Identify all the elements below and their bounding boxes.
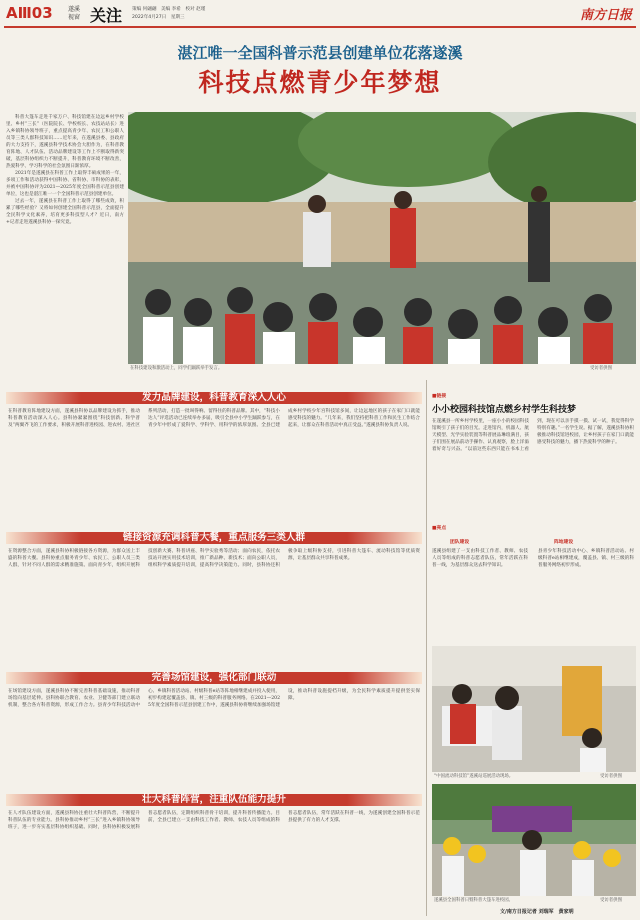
section-heading <box>6 532 422 544</box>
editor-line: 策编 何翩翩 美编 李希 校对 赵瑾 <box>132 7 206 12</box>
date-line: 2022年4月27日 星期三 <box>132 15 185 20</box>
side-photo-1-caption: “中国流动科技馆”遂溪站巡展活动现场。 <box>434 774 514 779</box>
section-heading <box>6 672 422 684</box>
column-divider <box>426 380 427 916</box>
side-photo-1-credit: 受访者供图 <box>600 774 622 779</box>
highlight-text: 县青少年科技活动中心、乡镇科普活动站、村级科普e站相继建成，覆盖县、镇、村三级的科普服务网络初步形成。 <box>538 549 634 568</box>
section-heading-text: 壮大科普阵营，注重队伍能力提升 <box>142 794 286 805</box>
section-body: 在资源整合方面，遂溪县科协积极链接各方资源，为群众送上丰盛的科普大餐。县科协重点服务青少年、农民工、公职人员三类人群，针对不同人群的需求精准施策。面向青少年，组织开展科技创新大赛、科普讲座、科学实验秀等活动；面向农民，依托农技站开展实用技术培训，推广新品种、新技术；面向公职人员，组织科学素质提升培训，提高科学决策能力。同时，县科协还积极争取上级科协支持，引进科普大篷车、流动科技馆等优质资源，让基层群众共享科普成果。 <box>8 549 420 568</box>
sidebar-body: 在遂溪县一所乡村学校里，一座小小的校园科技馆吸引了孩子们的目光。走进馆内，机器人、航天模型、光学实验装置等科普展品琳琅满目，孩子们围在展品前动手操作、认真观察，脸上洋溢着好奇与兴奋。“以前这些东西只能在书本上看到，现在可以亲手摸一摸、试一试，我觉得科学特别有趣。”一名学生说。据了解，遂溪县科协积极推动科技馆进校园，让乡村孩子在家门口就能感受科技的魅力，播下热爱科学的种子。 <box>432 419 634 452</box>
section-sub1: 遂溪 <box>68 6 81 13</box>
sidebar-title: 小小校园科技馆点燃乡村学生科技梦 <box>432 405 577 415</box>
side-photo-2-caption: 遂溪县全国科普日暨科普大篷车进校园。 <box>434 898 514 903</box>
section-heading-text: 链接资源充调科普大餐，重点服务三类人群 <box>122 532 306 543</box>
lead-text <box>6 114 124 376</box>
newspaper-logo: 南方日报 <box>580 8 633 23</box>
side-photo-2-credit: 受访者供图 <box>600 898 622 903</box>
highlight-text: 遂溪县组建了一支由科技工作者、教师、农技人员等组成的科普志愿者队伍，常年活跃在科普一线，为基层群众送去科学知识。 <box>432 549 528 568</box>
highlight-keyword: 阵地建设 <box>554 540 574 545</box>
main-photo <box>128 112 636 364</box>
photo-classroom-scene <box>128 112 636 364</box>
highlight-keyword: 团队建设 <box>450 540 470 545</box>
section-heading <box>6 392 422 404</box>
section-heading-text: 发力品牌建设，科普教育深入人心 <box>142 392 286 403</box>
main-photo-credit: 受访者供图 <box>590 366 612 371</box>
photo-science-caravan <box>432 784 636 896</box>
side-photo-2 <box>432 784 636 896</box>
sidebar-subtag: ■亮点 <box>432 526 447 531</box>
section-body: 在科普教育阵地建设方面，遂溪县科协以品牌建设为抓手，推动科普教育活动深入人心。县科协紧紧围绕“科技创新、科学普及”两翼齐飞的工作要求，积极开展科普进校园、进农村、进社区系列活动，打造一批叫得响、留得住的科普品牌。其中，“科技小达人”评选活动已连续举办多届，吸引全县中小学生踊跃参与，在青少年中形成了爱科学、学科学、用科学的浓厚氛围。全县已建成乡村学校少年宫科技馆多间，让边远地区的孩子在家门口就能感受科技的魅力。“几年来，我们坚持把科普工作和民生工作结合起来，让群众在科普活动中真正受益。”遂溪县科协负责人说。 <box>8 409 420 428</box>
lead-paragraph: 过去一年，遂溪县在科普工作上取得了哪些成效，积累了哪些经验？又将如何创建全国科普示范县，全面提升全民科学文化素养，培育更多科技型人才？近日，南方+记者走进遂溪县科协一探究竟。 <box>6 199 124 225</box>
headline-main: 科技点燃青少年梦想 <box>198 68 442 97</box>
section-sub2: 视窗 <box>68 14 81 21</box>
sidebar-tag: ■链接 <box>432 394 447 399</box>
masthead-rule <box>4 26 636 28</box>
lead-paragraph: 2021年是遂溪县在科普工作上取得丰硕成果的一年，多项工作和活动获得中国科协、省科协、市科协的表彰，并被中国科协评为2021—2025年度全国科普示范县创建单位，这也是湛江唯一一个全国科普示范县创建单位。 <box>6 171 124 197</box>
photo-science-exhibit <box>432 646 636 772</box>
section-body: 在场馆建设方面，遂溪县科协不断完善科普基础设施，推动科普场馆向基层延伸。县科协联合教育、农业、卫健等部门建立联动机制，整合各方科普资源，形成工作合力。县青少年科技活动中心、乡镇科普活动站、村级科普e站等阵地相继建成并投入使用，初步构建起覆盖县、镇、村三级的科普服务网络。在2021—2025年度全国科普示范县创建工作中，遂溪县科协将继续加强场馆建设，推动科普设施提档升级，为全民科学素质提升提供坚实保障。 <box>8 689 420 708</box>
section-name: 关注 <box>90 6 123 25</box>
section-heading <box>6 794 422 806</box>
headline-kicker: 湛江唯一全国科普示范县创建单位花落遂溪 <box>177 44 463 62</box>
lead-paragraph: 科普大篷车走进千家万户、科技馆建在边远乡村学校里、乡村“三长”（医院院长、学校校长、农技站站长）进入乡镇科协领导班子，重点提高青少年、农民工和公职人员等三类人群科技知识……近年来，在遂溪县委、县政府的大力支持下，遂溪县科学技术协会大胆作为，在科普教育阵地、人才队伍、活动品牌建设等工作上不断取得新突破，基层科协组织力不断提升，科普教育环境不断改善，热爱科学、学习科学的社会氛围日渐浓厚。 <box>6 115 124 169</box>
section-heading-text: 完善场馆建设，强化部门联动 <box>151 672 277 683</box>
page-code: AⅢ03 <box>6 4 53 22</box>
byline: 文/南方日报记者 刘瑞军 黄家明 <box>500 909 574 915</box>
side-photo-1 <box>432 646 636 772</box>
section-body: 在人才队伍建设方面，遂溪县科协注重壮大科普阵营，不断提升科普队伍的专业能力。县科协推动乡村“三长”进入乡镇科协领导班子，进一步夯实基层科协组织基础。同时，县科协积极发展科普志愿者队伍，定期组织科普骨干培训，提升科普传播能力。目前，全县已建立一支由科技工作者、教师、农技人员等组成的科普志愿者队伍，常年活跃在科普一线，为遂溪创建全国科普示范县提供了有力的人才支撑。 <box>8 811 420 830</box>
sidebar-highlights <box>432 534 634 634</box>
main-photo-caption: 在科技建设和激活动上，同学们踊跃举手发言。 <box>130 366 223 371</box>
masthead <box>0 0 640 30</box>
